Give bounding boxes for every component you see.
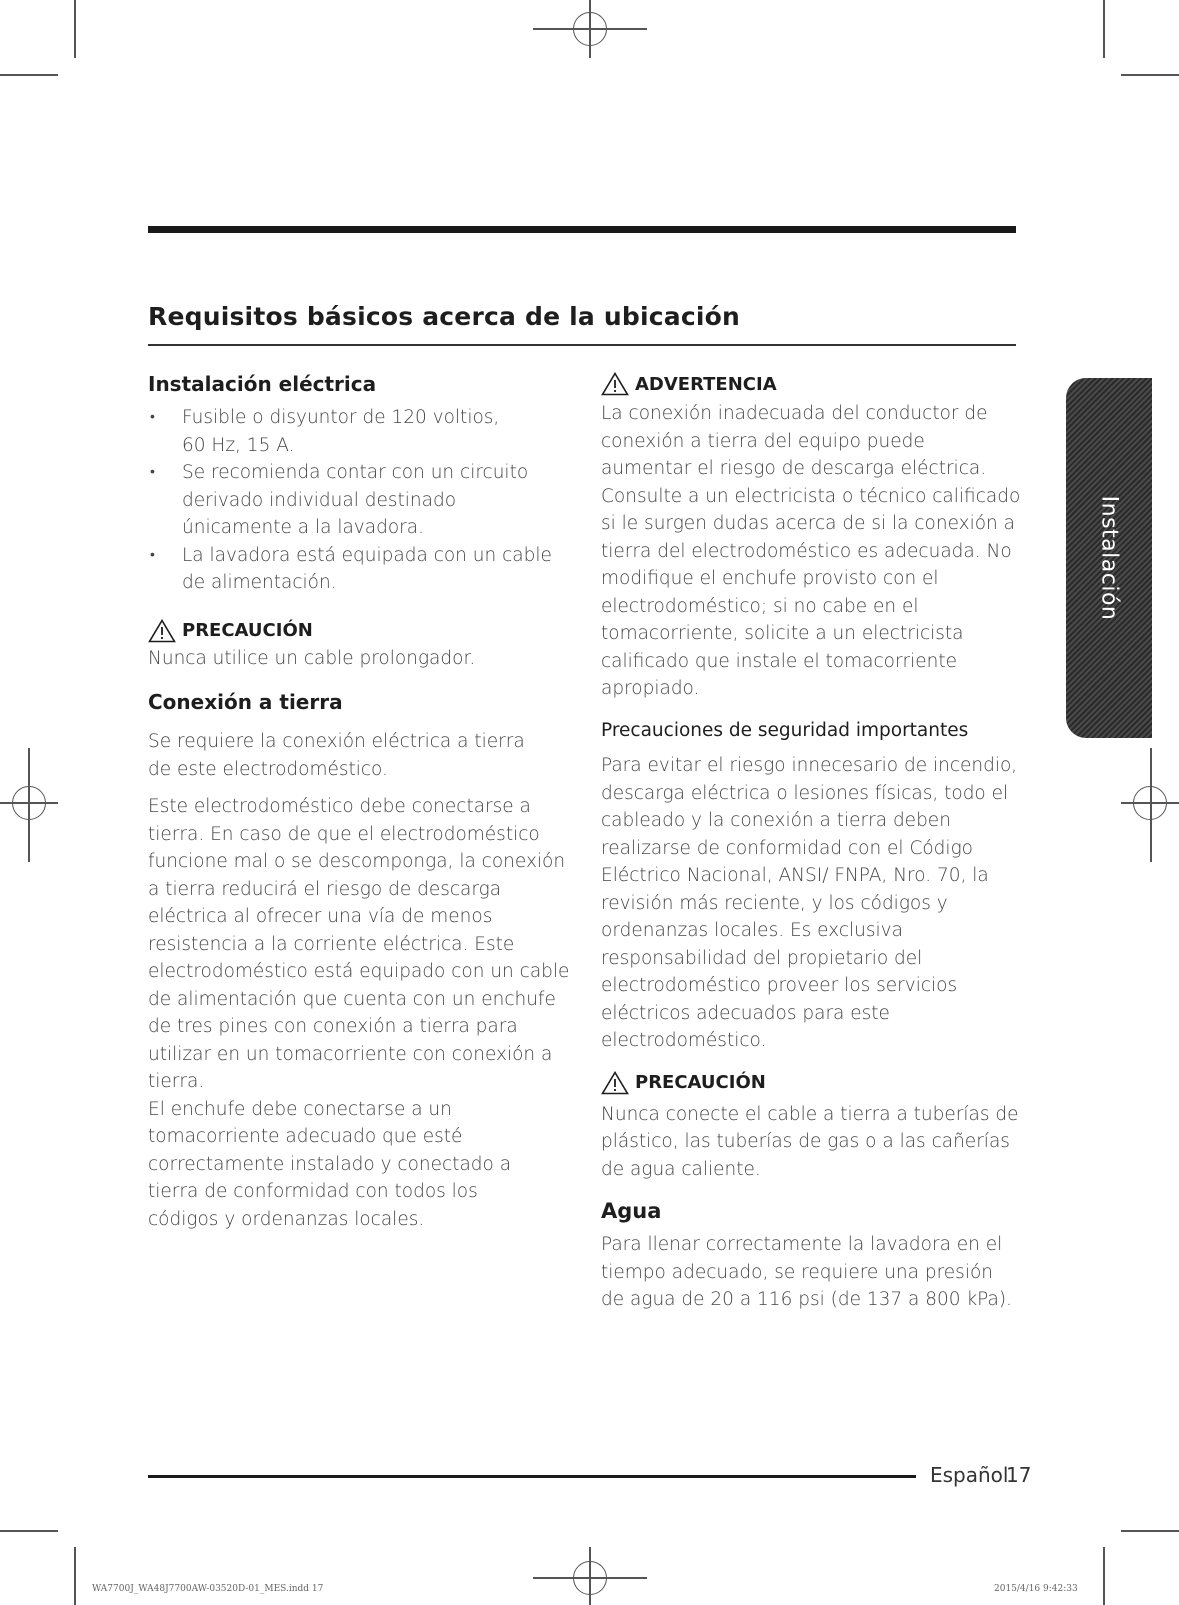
safety-text: Para evitar el riesgo innecesario de incendio, descarga eléctrica o lesiones físicas, todo el cableado y la conexión a tierra deben realizarse de conformidad con el Código Eléctrico Nacional, ANSI/ FNPA, Nro. 70, la revisión más reciente, y los códigos y ordenanzas locales. Es exclusiva responsabilidad del propietario del electrodoméstico proveer los servicios eléctricos adecuados para este electrodoméstico. <box>601 755 1018 1051</box>
water-text: Para llenar correctamente la lavadora en el tiempo adecuado, se requiere una presión de agua de 20 a 116 psi (de 137 a 800 kPa). <box>601 1234 1012 1310</box>
warning-triangle-icon <box>148 619 176 643</box>
crop-mark <box>74 0 76 58</box>
heading-precauciones-seguridad: Precauciones de seguridad importantes <box>601 719 969 741</box>
chapter-tab <box>1066 378 1152 738</box>
left-column <box>148 372 578 1233</box>
registration-mark <box>573 1561 607 1595</box>
grounding-requirement: Se requiere la conexión eléctrica a tierra de este electrodoméstico. <box>148 731 525 780</box>
precaution-label: PRECAUCIÓN <box>182 620 313 641</box>
warning-heading <box>601 372 1021 396</box>
right-column <box>601 372 1021 1314</box>
precaution-heading <box>148 619 578 643</box>
grounding-paragraph-2: El enchufe debe conectarse a un tomacorriente adecuado que esté correctamente instalado y conectado a tierra de conformidad con todos los códigos y ordenanzas locales. <box>148 1098 512 1230</box>
top-rule <box>148 226 1016 233</box>
crop-mark <box>1121 1530 1179 1532</box>
list-item: • Fusible o disyuntor de 120 voltios, 60 Hz, 15 A. <box>148 404 578 459</box>
precaution-text: Nunca conecte el cable a tierra a tuberías de plástico, las tuberías de gas o a las cañerías de agua caliente. <box>601 1103 1019 1180</box>
print-timestamp: 2015/4/16 9:42:33 <box>994 1584 1078 1594</box>
precaution-text: Nunca utilice un cable prolongador. <box>148 647 476 669</box>
print-file-info: WA7700J_WA48J7700AW-03520D-01_MES.indd 17 <box>92 1584 324 1594</box>
crop-mark <box>1103 0 1105 58</box>
registration-mark <box>12 786 46 820</box>
registration-mark <box>573 12 607 46</box>
page-number: 17 <box>1006 1463 1032 1487</box>
crop-mark <box>74 1547 76 1605</box>
warning-label: ADVERTENCIA <box>635 373 777 395</box>
crop-mark <box>0 74 58 76</box>
chapter-tab-label: Instalación <box>1096 495 1122 621</box>
registration-mark <box>1133 786 1167 820</box>
heading-agua: Agua <box>601 1199 662 1223</box>
crop-mark <box>1103 1547 1105 1605</box>
warning-triangle-icon <box>601 1071 629 1095</box>
warning-text: La conexión inadecuada del conductor de conexión a tierra del equipo puede aumentar el riesgo de descarga eléctrica. Consulte a un electricista o técnico calificado si le surgen dudas acerca de si la conexión a tierra del electrodoméstico es adecuada. No modifique el enchufe provisto con el electrodoméstico; si no cabe en el tomacorriente, solicite a un electricista calificado que instale el tomacorriente apropiado. <box>601 403 1021 699</box>
requirements-list <box>148 404 578 597</box>
list-item: • Se recomienda contar con un circuito derivado individual destinado únicamente a la lavadora. <box>148 459 578 542</box>
crop-mark <box>1121 74 1179 76</box>
precaution-label: PRECAUCIÓN <box>635 1072 766 1093</box>
title-underline <box>148 344 1016 346</box>
grounding-paragraph-1: Este electrodoméstico debe conectarse a tierra. En caso de que el electrodoméstico funcione mal o se descomponga, la conexión a tierra reducirá el riesgo de descarga eléctrica al ofrecer una vía de menos resistencia a la corriente eléctrica. Este electrodoméstico está equipado con un cable de alimentación que cuenta con un enchufe de tres pines con conexión a tierra para utilizar en un tomacorriente con conexión a tierra. <box>148 796 570 1092</box>
footer-language: Español <box>930 1463 1009 1487</box>
footer-rule <box>148 1475 916 1478</box>
heading-conexion-tierra: Conexión a tierra <box>148 690 343 714</box>
heading-instalacion-electrica: Instalación eléctrica <box>148 372 377 396</box>
page-title: Requisitos básicos acerca de la ubicación <box>148 302 741 331</box>
crop-mark <box>0 1530 58 1532</box>
precaution-heading <box>601 1071 1021 1095</box>
warning-triangle-icon <box>601 372 629 396</box>
list-item: • La lavadora está equipada con un cable de alimentación. <box>148 542 578 597</box>
